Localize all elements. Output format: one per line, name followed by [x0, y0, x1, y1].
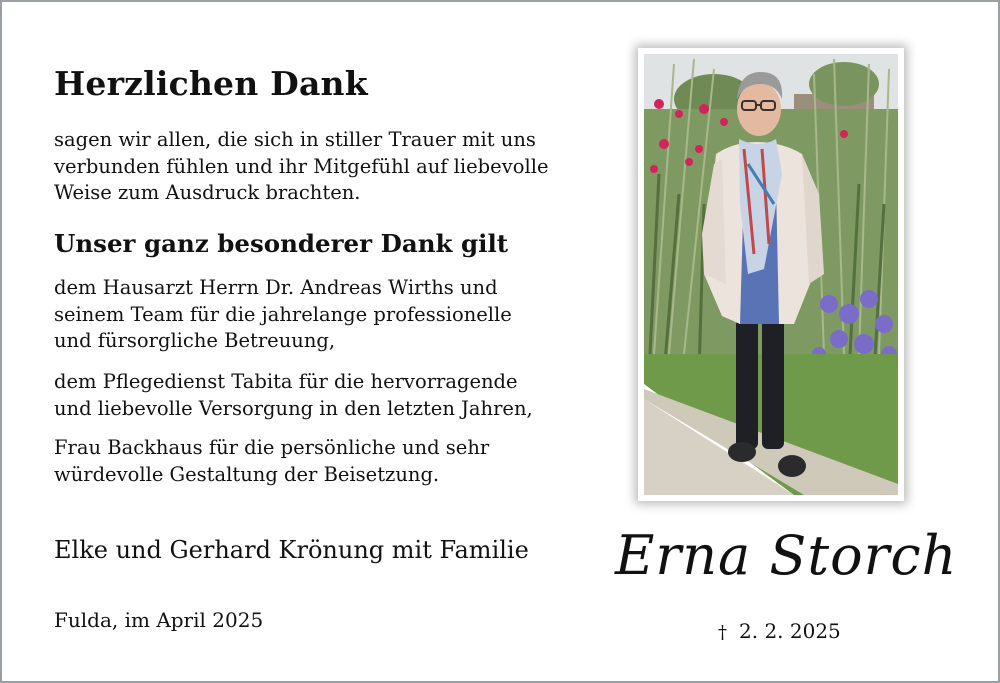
deceased-name: Erna Storch [615, 524, 958, 587]
family-signature: Elke und Gerhard Krönung mit Familie [54, 536, 529, 564]
cross-icon: † [718, 622, 727, 643]
portrait-photo [644, 54, 898, 495]
thanks-paragraph-funeral: Frau Backhaus für die persönliche und sehr würdevolle Gestaltung der Beisetzung. [54, 436, 490, 486]
place-date: Fulda, im April 2025 [54, 608, 264, 632]
thanks-paragraph-doctor: dem Hausarzt Herrn Dr. Andreas Wirths und seinem Team für die jahrelange professionelle und fürsorgliche Betreuung, [54, 276, 512, 352]
intro-text: sagen wir allen, die sich in stiller Trauer mit uns verbunden fühlen und ihr Mitgefühl auf liebevolle Weise zum Ausdruck brachten. [54, 128, 549, 204]
subheading: Unser ganz besonderer Dank gilt [54, 229, 509, 258]
heading: Herzlichen Dank [54, 64, 368, 103]
death-date: 2. 2. 2025 [739, 619, 841, 643]
thanks-paragraph-care: dem Pflegedienst Tabita für die hervorragende und liebevolle Versorgung in den letzten Jahren, [54, 370, 533, 420]
portrait-photo-frame [638, 48, 904, 501]
death-date-line [718, 619, 841, 643]
